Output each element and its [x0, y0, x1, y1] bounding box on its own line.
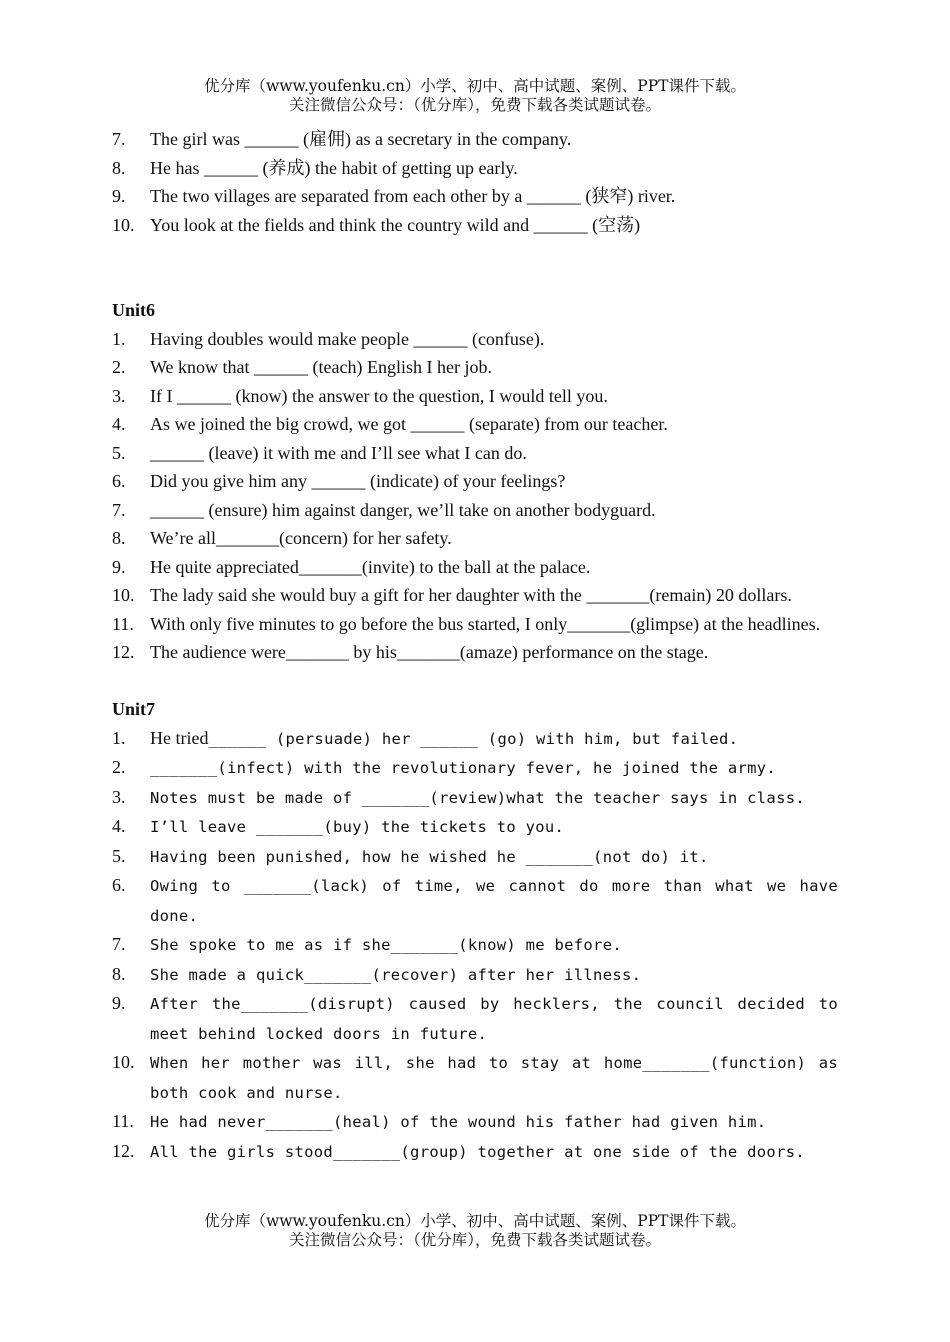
item-text: As we joined the big crowd, we got ______ (separate) from our teacher.	[150, 414, 668, 434]
item-number: 7.	[112, 934, 126, 954]
item-number: 9.	[112, 556, 126, 577]
list-item	[112, 783, 838, 813]
item-number: 6.	[112, 875, 126, 895]
item-text: I’ll leave _______(buy) the tickets to you.	[150, 818, 565, 836]
item-text: After the_______(disrupt) caused by hecklers, the council decided to meet behind locked doors in future.	[150, 995, 838, 1043]
item-number: 7.	[112, 129, 126, 149]
footer-line-2: 关注微信公众号：（优分库），免费下载各类试题试卷。	[288, 1231, 661, 1249]
item-number: 2.	[112, 757, 126, 777]
item-text: With only five minutes to go before the bus started, I only_______(glimpse) at the headlines.	[150, 613, 821, 634]
item-text: She made a quick_______(recover) after her illness.	[150, 965, 642, 984]
list-item	[112, 724, 838, 754]
list-item	[112, 812, 838, 842]
item-text: ______ (persuade) her ______ (go) with him, but failed.	[208, 729, 739, 748]
list-item	[112, 638, 838, 667]
list-item	[112, 960, 838, 990]
list-item	[112, 1137, 838, 1167]
item-text: ______ (leave) it with me and I’ll see what I can do.	[150, 442, 527, 463]
list-item	[112, 1048, 838, 1107]
list-item	[112, 154, 838, 183]
list-item	[112, 610, 838, 639]
item-number: 9.	[112, 186, 126, 206]
item-number: 4.	[112, 414, 126, 434]
exercise-content	[112, 125, 838, 1166]
item-number: 2.	[112, 357, 126, 377]
item-number: 5.	[112, 442, 126, 463]
item-text: Having been punished, how he wished he _______(not do) it.	[150, 847, 709, 866]
item-number: 10.	[112, 585, 135, 605]
spacer	[112, 239, 838, 296]
item-number: 1.	[112, 727, 126, 748]
footer-line-1: 优分库（www.youfenku.cn）小学、初中、高中试题、案例、PPT课件下载。	[203, 1212, 747, 1230]
list-item	[112, 211, 838, 240]
item-number: 9.	[112, 993, 126, 1013]
list-item	[112, 989, 838, 1048]
list-item	[112, 467, 838, 496]
item-text: The two villages are separated from each other by a ______ (狭窄) river.	[150, 186, 676, 206]
list-item	[112, 1107, 838, 1137]
list-item	[112, 410, 838, 439]
item-number: 12.	[112, 642, 135, 662]
item-text: Notes must be made of _______(review)what the teacher says in class.	[150, 788, 805, 807]
item-text: You look at the fields and think the country wild and ______ (空荡)	[150, 214, 641, 235]
list-item	[112, 496, 838, 525]
item-text: We’re all_______(concern) for her safety.	[150, 528, 452, 548]
item-number: 11.	[112, 1111, 134, 1131]
item-number: 3.	[112, 385, 126, 406]
list-item	[112, 842, 838, 872]
item-number: 11.	[112, 613, 134, 634]
item-text: Having doubles would make people ______ (confuse).	[150, 328, 545, 349]
unit7-title: Unit7	[112, 699, 156, 719]
item-text: He quite appreciated_______(invite) to the ball at the palace.	[150, 556, 591, 577]
item-text: We know that ______ (teach) English I her job.	[150, 357, 492, 377]
header-line-2: 关注微信公众号：（优分库），免费下载各类试题试卷。	[288, 96, 661, 114]
item-text: The audience were_______ by his_______(amaze) performance on the stage.	[150, 642, 709, 662]
list-item	[112, 753, 838, 783]
item-number: 5.	[112, 845, 126, 866]
header-line-1: 优分库（www.youfenku.cn）小学、初中、高中试题、案例、PPT课件下载。	[203, 77, 747, 95]
spacer	[112, 667, 838, 696]
item-text: All the girls stood_______(group) together at one side of the doors.	[150, 1142, 805, 1161]
item-number: 6.	[112, 471, 126, 491]
item-text: She spoke to me as if she_______(know) me before.	[150, 936, 622, 954]
item-text: The girl was ______ (雇佣) as a secretary in the company.	[150, 129, 572, 149]
item-text-lead: He tried	[150, 727, 209, 748]
list-item	[112, 581, 838, 610]
item-text: The lady said she would buy a gift for her daughter with the _______(remain) 20 dollars.	[150, 585, 792, 605]
item-text: If I ______ (know) the answer to the question, I would tell you.	[150, 385, 608, 406]
list-item	[112, 182, 838, 211]
list-item	[112, 524, 838, 553]
page-footer	[0, 1212, 950, 1250]
item-number: 8.	[112, 157, 126, 178]
item-text: When her mother was ill, she had to stay at home_______(function) as both cook and nurse.	[150, 1054, 838, 1102]
item-number: 8.	[112, 963, 126, 984]
item-text: _______(infect) with the revolutionary fever, he joined the army.	[150, 759, 777, 777]
item-number: 1.	[112, 328, 126, 349]
item-number: 12.	[112, 1140, 135, 1161]
list-item	[112, 439, 838, 468]
item-number: 4.	[112, 816, 126, 836]
item-number: 7.	[112, 499, 126, 520]
item-number: 8.	[112, 528, 126, 548]
unit6-title: Unit6	[112, 300, 156, 320]
page-header	[0, 77, 950, 115]
item-number: 3.	[112, 786, 126, 807]
item-text: He has ______ (养成) the habit of getting up early.	[150, 157, 518, 178]
list-item	[112, 871, 838, 930]
list-item	[112, 553, 838, 582]
list-item	[112, 382, 838, 411]
item-text: Did you give him any ______ (indicate) of your feelings?	[150, 471, 566, 491]
item-text: Owing to _______(lack) of time, we cannot do more than what we have done.	[150, 877, 838, 925]
item-number: 10.	[112, 214, 135, 235]
item-number: 10.	[112, 1052, 135, 1072]
list-item	[112, 930, 838, 960]
item-text: He had never_______(heal) of the wound his father had given him.	[150, 1113, 767, 1131]
list-item	[112, 353, 838, 382]
item-text: ______ (ensure) him against danger, we’ll take on another bodyguard.	[150, 499, 656, 520]
list-item	[112, 325, 838, 354]
list-item	[112, 125, 838, 154]
